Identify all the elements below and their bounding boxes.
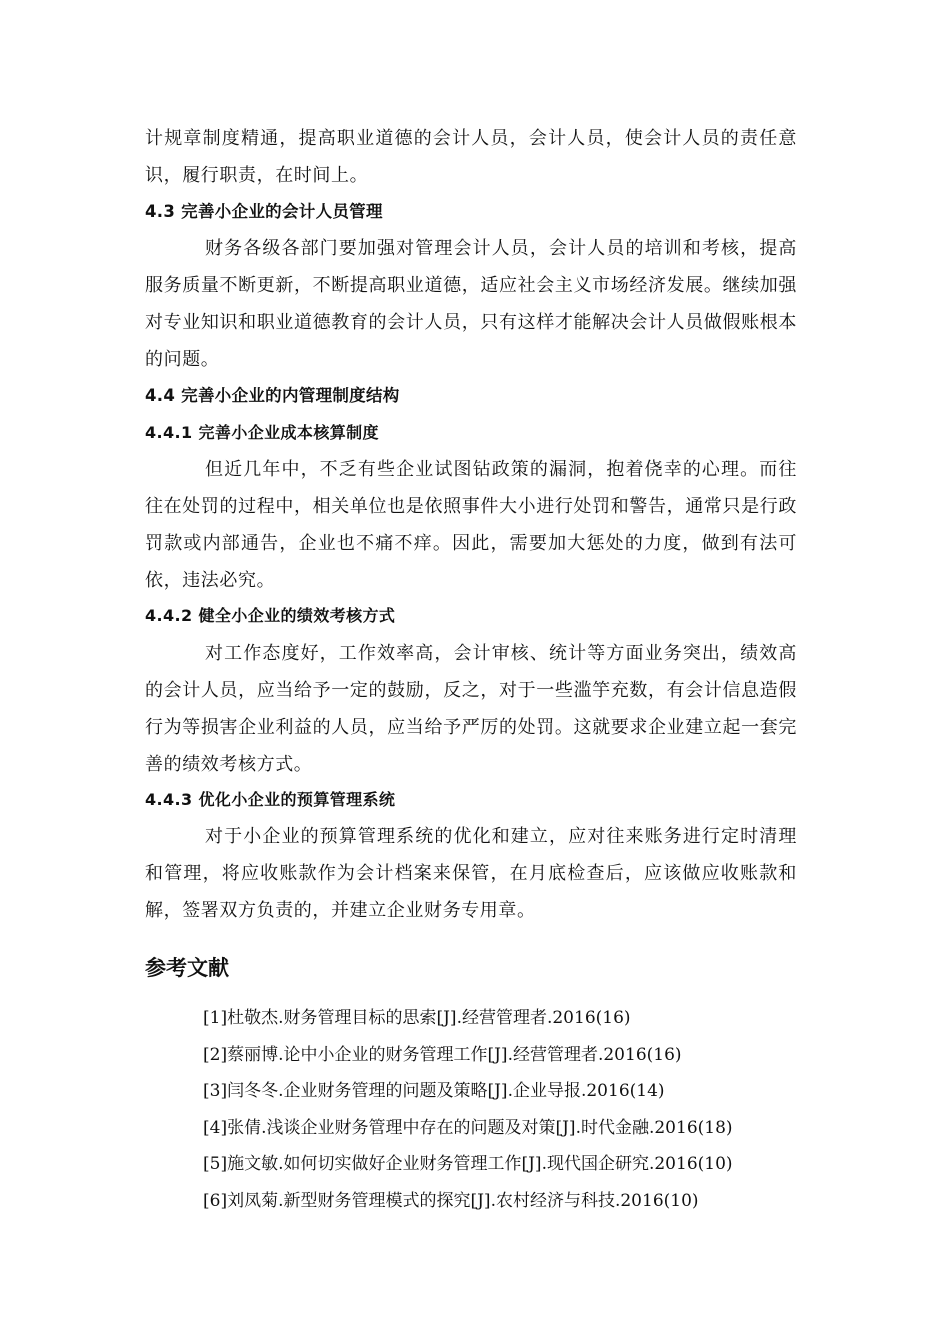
references-list [203,1000,733,1220]
section-4-3-paragraph: 财务各级各部门要加强对管理会计人员，会计人员的培训和考核，提高服务质量不断更新，不断提高职业道德，适应社会主义市场经济发展。继续加强对专业知识和职业道德教育的会计人员，只有这样才能解决会计人员做假账根本的问题。 [145,238,797,370]
reference-item: [6]刘凤菊.新型财务管理模式的探究[J].农村经济与科技.2016(10) [203,1190,699,1211]
section-4-4-3-heading: 4.4.3 优化小企业的预算管理系统 [145,790,396,809]
section-4-4-heading: 4.4 完善小企业的内管理制度结构 [145,386,400,405]
reference-item: [5]施文敏.如何切实做好企业财务管理工作[J].现代国企研究.2016(10) [203,1154,733,1175]
reference-item: [1]杜敬杰.财务管理目标的思索[J].经营管理者.2016(16) [203,1008,631,1028]
reference-item: [2]蔡丽博.论中小企业的财务管理工作[J].经营管理者.2016(16) [203,1044,682,1065]
section-4-4-3-paragraph: 对于小企业的预算管理系统的优化和建立，应对往来账务进行定时清理和管理，将应收账款作为会计档案来保管，在月底检查后，应该做应收账款和解，签署双方负责的，并建立企业财务专用章。 [145,826,797,921]
references-title: 参考文献 [145,956,229,980]
section-4-4-1-heading: 4.4.1 完善小企业成本核算制度 [145,423,379,442]
section-4-4-1-paragraph: 但近几年中，不乏有些企业试图钻政策的漏洞，抱着侥幸的心理。而往往在处罚的过程中，相关单位也是依照事件大小进行处罚和警告，通常只是行政罚款或内部通告，企业也不痛不痒。因此，需要加大惩处的力度，做到有法可依，违法必究。 [145,459,797,591]
continuation-paragraph: 计规章制度精通，提高职业道德的会计人员，会计人员，使会计人员的责任意识，履行职责，在时间上。 [145,128,797,186]
section-4-4-2-heading: 4.4.2 健全小企业的绩效考核方式 [145,606,396,625]
section-4-3-heading: 4.3 完善小企业的会计人员管理 [145,202,383,221]
reference-item: [4]张倩.浅谈企业财务管理中存在的问题及对策[J].时代金融.2016(18) [203,1117,733,1138]
section-4-4-2-paragraph: 对工作态度好，工作效率高，会计审核、统计等方面业务突出，绩效高的会计人员，应当给予一定的鼓励，反之，对于一些滥竽充数，有会计信息造假行为等损害企业利益的人员，应当给予严厉的处罚。这就要求企业建立起一套完善的绩效考核方式。 [145,643,797,775]
reference-item: [3]闫冬冬.企业财务管理的问题及策略[J].企业导报.2016(14) [203,1081,665,1102]
